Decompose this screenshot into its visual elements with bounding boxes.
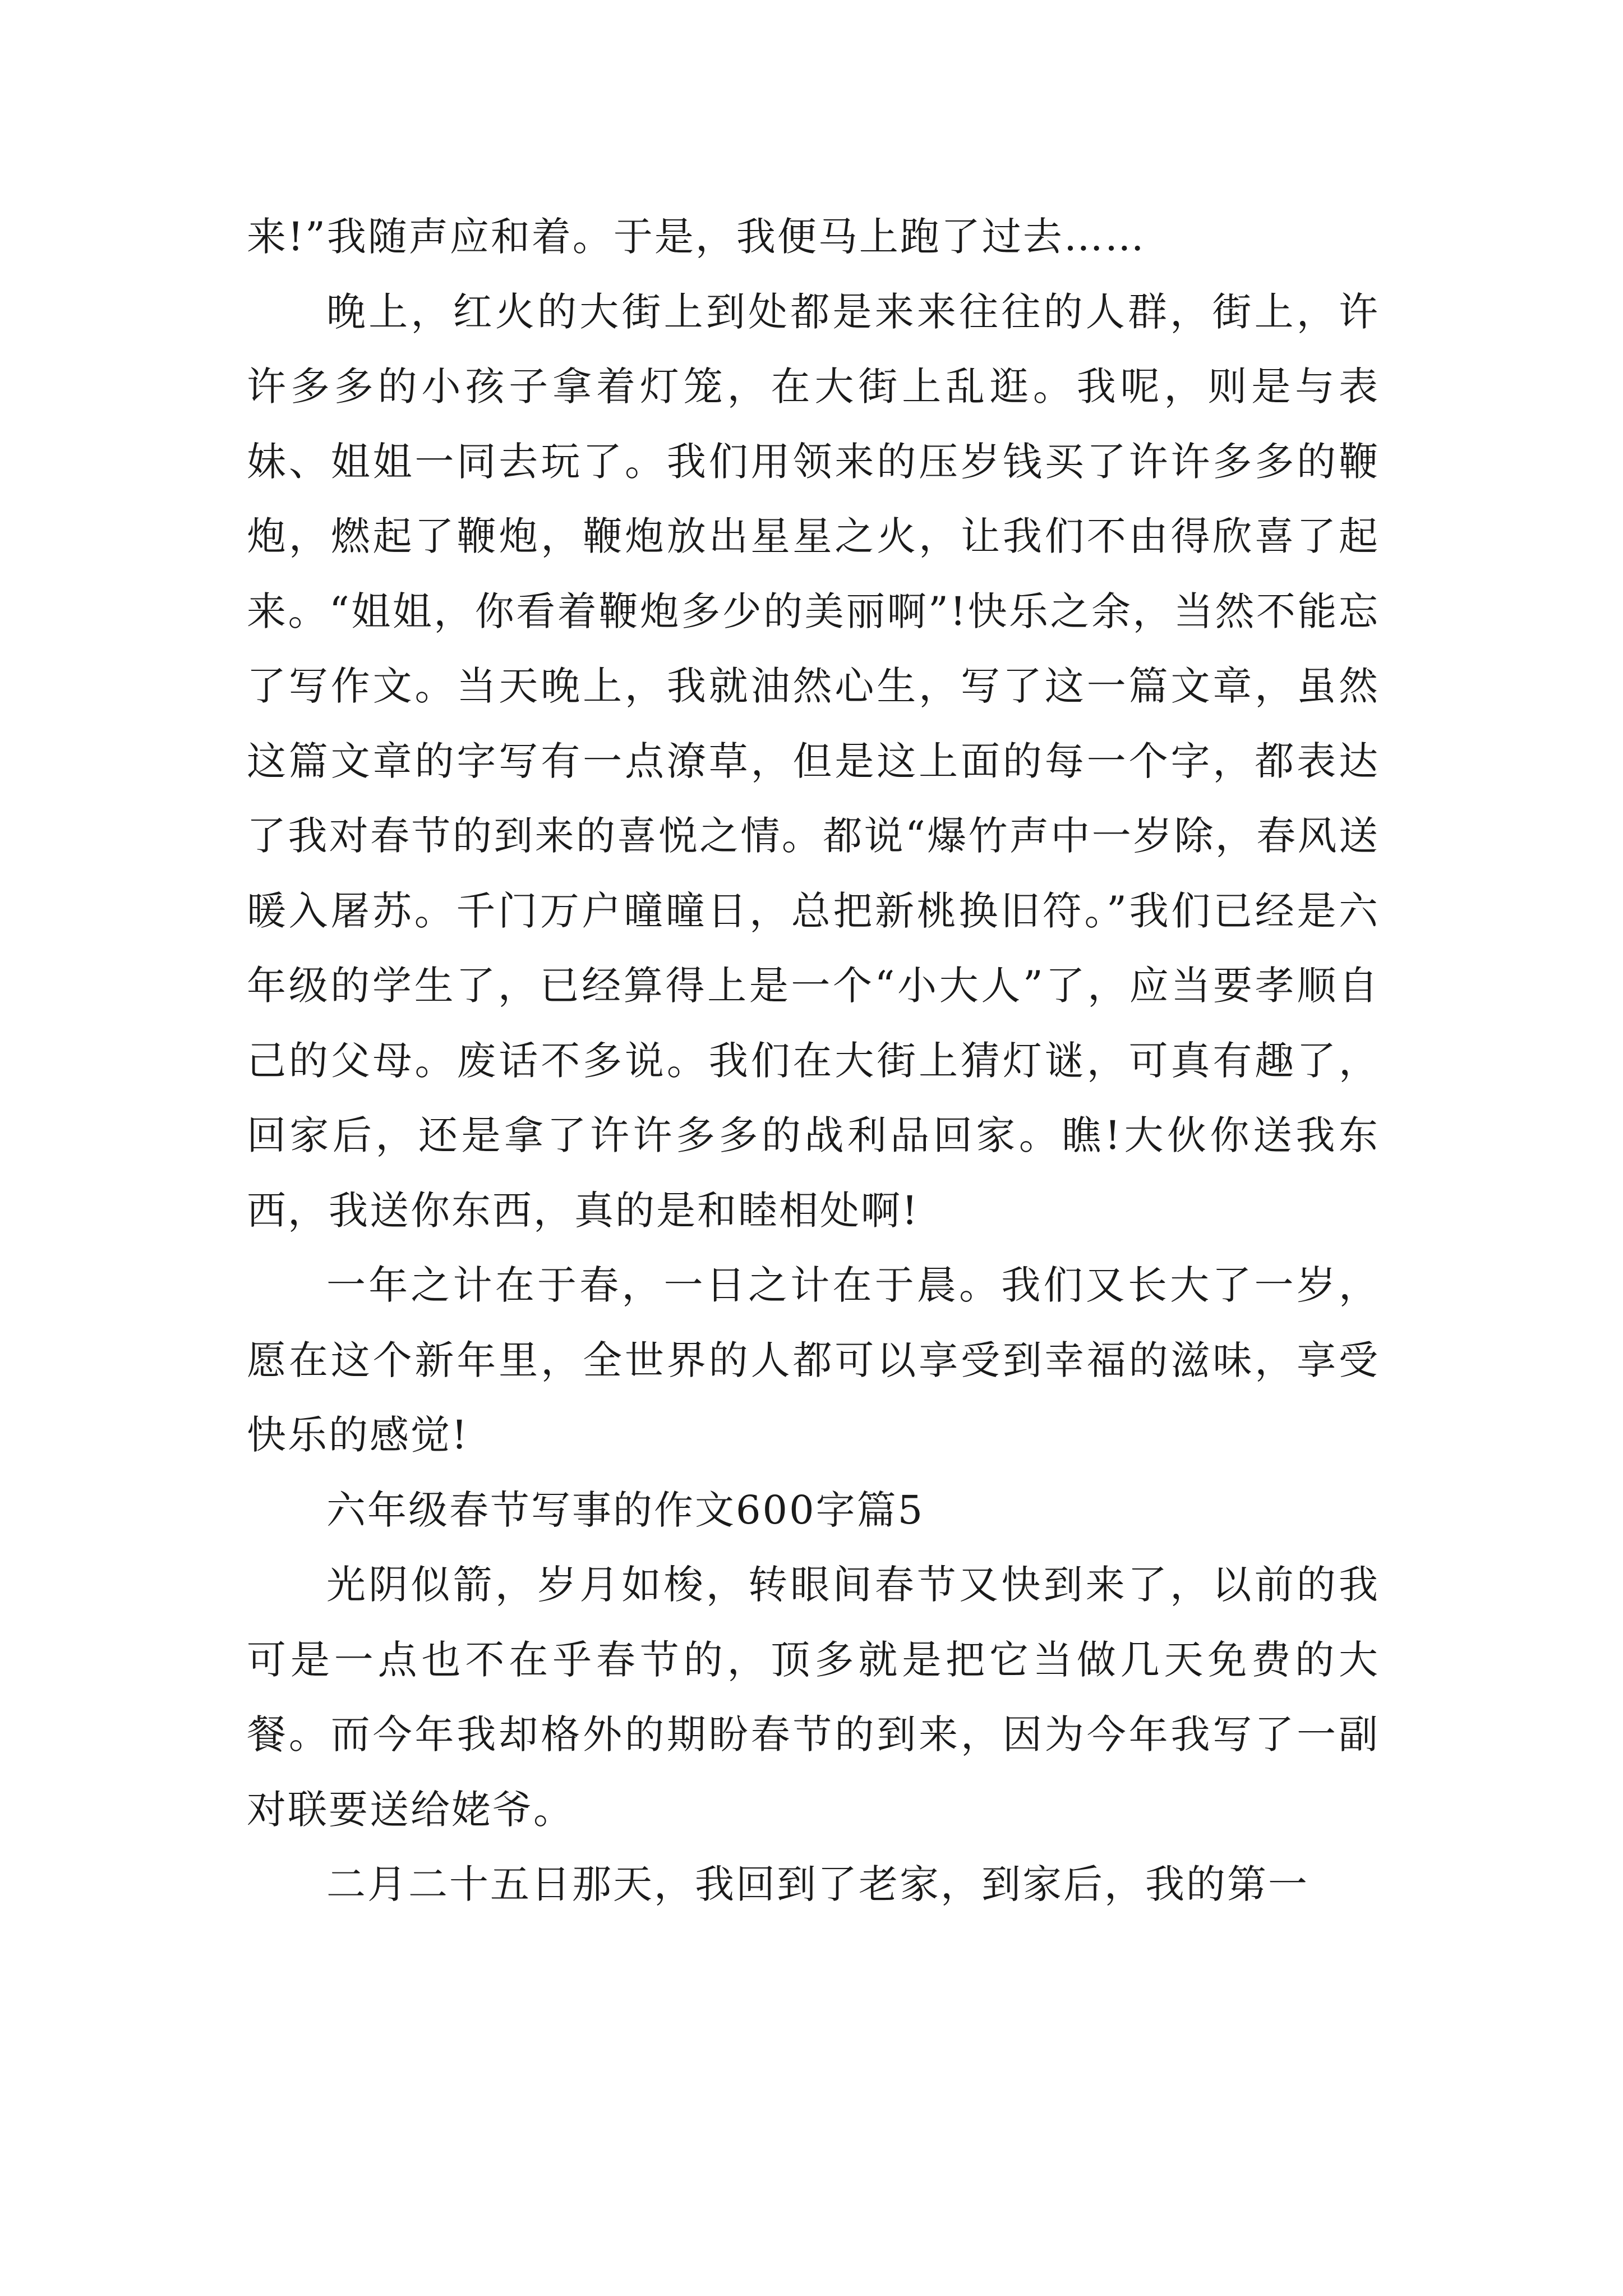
section-heading: 六年级春节写事的作文600字篇5 — [326, 1487, 925, 1533]
paragraph-new-year-wish: 一年之计在于春，一日之计在于晨。我们又长大了一岁，愿在这个新年里，全世界的人都可以享受到幸福的滋味，享受快乐的感觉! — [247, 1262, 1380, 1458]
document-body — [247, 200, 1380, 1922]
paragraph-evening-street: 晚上，红火的大街上到处都是来来往往的人群，街上，许许多多的小孩子拿着灯笼，在大街上乱逛。我呢，则是与表妹、姐姐一同去玩了。我们用领来的压岁钱买了许许多多的鞭炮，燃起了鞭炮，鞭炮放出星星之火，让我们不由得欣喜了起来。“姐姐，你看着鞭炮多少的美丽啊”!快乐之余，当然不能忘了写作文。当天晚上，我就油然心生，写了这一篇文章，虽然这篇文章的字写有一点潦草，但是这上面的每一个字，都表达了我对春节的到来的喜悦之情。都说“爆竹声中一岁除，春风送暖入屠苏。千门万户曈曈日，总把新桃换旧符。”我们已经是六年级的学生了，已经算得上是一个“小大人”了，应当要孝顺自己的父母。废话不多说。我们在大街上猜灯谜，可真有趣了，回家后，还是拿了许许多多的战利品回家。瞧!大伙你送我东西，我送你东西，真的是和睦相处啊! — [247, 288, 1380, 1234]
paragraph-time-flies: 光阴似箭，岁月如梭，转眼间春节又快到来了，以前的我可是一点也不在乎春节的，顶多就是把它当做几天免费的大餐。而今年我却格外的期盼春节的到来，因为今年我写了一副对联要送给姥爷。 — [247, 1562, 1380, 1833]
paragraph-continuation: 来!”我随声应和着。于是，我便马上跑了过去…… — [247, 214, 1146, 260]
paragraph-feb-25: 二月二十五日那天，我回到了老家，到家后，我的第一 — [326, 1861, 1309, 1907]
